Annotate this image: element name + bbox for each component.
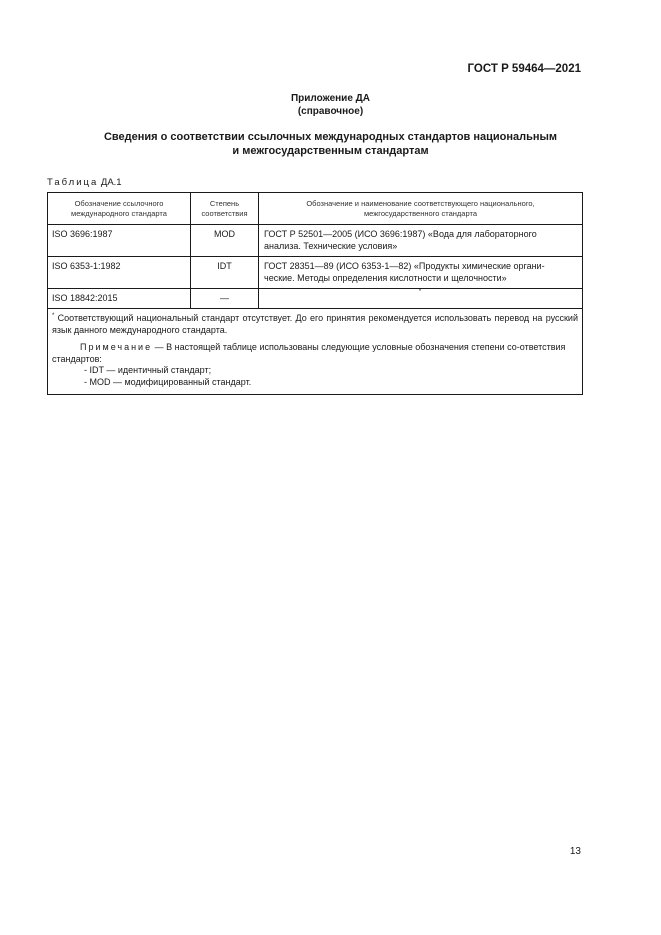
note-item-mod: - MOD — модифицированный стандарт. [84,376,252,387]
table-caption-prefix: Таблица [47,177,99,188]
footnote [52,313,578,336]
annex-subtitle: (справочное) [297,106,364,117]
footnote-marker: * [418,289,422,295]
table-caption-number: ДА.1 [100,177,122,188]
degree-cell: MOD [191,225,259,257]
title-line-1: Сведения о соответствии ссылочных международных стандартов национальным [103,131,558,143]
note-text: — В настоящей таблице использованы следующие условные обозначения степени со-ответствия стандартов: [52,342,566,364]
notes-cell [48,309,583,395]
header-national-standard: Обозначение и наименование соответствующего национального, межгосударственного стандарта [259,193,583,225]
page-title [60,130,601,158]
reference-cell: ISO 3696:1987 [48,225,191,257]
national-cell: ГОСТ 28351—89 (ИСО 6353-1—82) «Продукты химические органи- ческие. Методы определения кислотности и щелочности» [259,257,583,289]
reference-cell: ISO 18842:2015 [48,289,191,309]
annex-title: Приложение ДА [290,93,371,104]
table-row [48,257,583,289]
degree-cell: — [191,289,259,309]
notes-row [48,309,583,395]
note-item-idt: - IDT — идентичный стандарт; [84,365,212,375]
header-reference-standard: Обозначение ссылочного международного стандарта [48,193,191,225]
page-number: 13 [569,846,581,857]
correspondence-table [47,192,583,395]
note-label: Примечание [80,342,153,352]
table-note [52,342,578,365]
national-cell [259,289,583,309]
document-code: ГОСТ Р 59464—2021 [467,63,581,75]
header-degree: Степень соответствия [191,193,259,225]
table-row [48,289,583,309]
table-row [48,225,583,257]
table-header-row [48,193,583,225]
title-line-2: и межгосударственным стандартам [232,145,429,157]
footnote-text: Соответствующий национальный стандарт отсутствует. До его принятия рекомендуется использовать перевод на русский язык данного международного стандарта. [52,313,578,335]
footnote-mark: * [52,313,55,319]
reference-cell: ISO 6353-1:1982 [48,257,191,289]
table-caption [47,177,122,188]
national-cell: ГОСТ Р 52501—2005 (ИСО 3696:1987) «Вода для лабораторного анализа. Технические условия» [259,225,583,257]
annex-heading [0,92,661,118]
degree-cell: IDT [191,257,259,289]
